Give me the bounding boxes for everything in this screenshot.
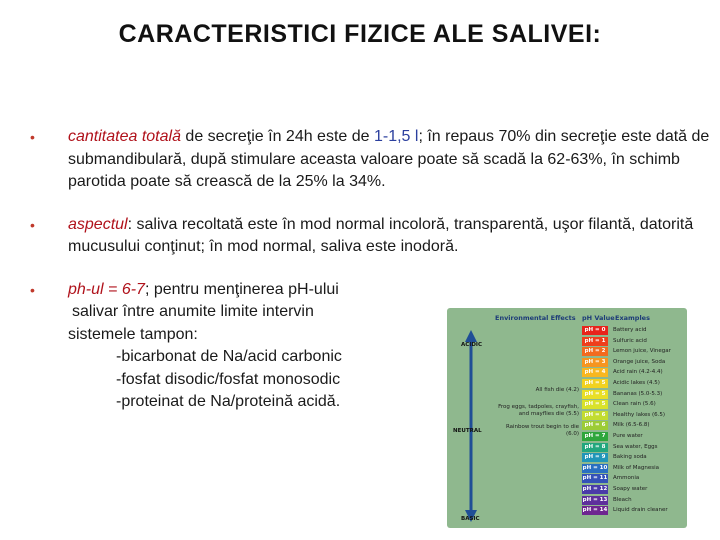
ph-value-cell: pH = 8 [582,443,608,452]
text-ph-1: ; pentru menţinerea pH-ului [144,280,339,298]
ph-example: Liquid drain cleaner [613,507,668,514]
header-effects: Environmental Effects [495,314,576,322]
text-aspectul: : saliva recoltată este în mod normal incoloră, transparentă, uşor filantă, datorită mucusului conţinut; în mod normal, saliva este inodoră. [68,215,694,255]
ph-axis-arrow [463,326,493,526]
effect-frogs: Frog eggs, tadpoles, crayfish, and mayflies die (5.5) [498,404,579,417]
ph-example: Bleach [613,496,632,503]
ph-scale-image [447,308,687,528]
ph-value-cell: pH = 14 [582,507,608,514]
ph-example: Baking soda [613,454,647,461]
value-cantitatea: 1-1,5 l [373,128,419,145]
ph-line-1 [68,279,710,302]
ph-value-cell: pH = 1 [582,337,608,346]
ph-value-cell: pH = 12 [582,486,608,492]
ph-value-cell: pH = 4 [582,368,608,377]
ph-value-cell: pH = 13 [582,496,608,503]
bullet-cantitatea [30,126,710,194]
ph-value-cell: pH = 9 [582,453,608,462]
ph-example: Bananas (5.0-5.3) [613,390,663,397]
header-ph-value: pH Value [582,314,615,322]
effect-fish: All fish die (4.2) [535,387,579,393]
ph-example: Pure water [613,433,643,439]
buffer-fosfat: -fosfat disodic/fosfat monosodic [116,370,341,388]
ph-example: Sulfuric acid [613,337,647,344]
ph-example: Ammonia [613,475,640,482]
ph-value-cell: pH = 5 [582,390,608,399]
bullet-dot: • [30,129,35,145]
ph-example: Lemon juice, Vinegar [613,348,671,355]
ph-example: Orange juice, Soda [613,358,666,365]
ph-value-cell: pH = 7 [582,432,608,441]
ph-line-3: sistemele tampon: [68,325,198,343]
acidic-label: ACIDIC [461,342,482,348]
ph-value-cell: pH = 11 [582,475,608,482]
ph-value-cell: pH = 2 [582,347,608,356]
text-cantitatea-2: ; în repaus 70% din secreţie este dată de submandibulară, după stimulare aceasta valoare poate să scadă la 62-63%, în schimb parotida poate să crească de la 25% la 34%. [68,128,710,190]
ph-value-cell: pH = 6 [582,421,608,430]
ph-value-cell: pH = 5 [582,400,608,409]
buffer-proteinat: -proteinat de Na/proteină acidă. [116,393,341,410]
ph-example: Clean rain (5.6) [613,401,656,408]
buffer-bicarbonat: -bicarbonat de Na/acid carbonic [116,348,342,365]
ph-example: Milk (6.5-6.8) [613,422,650,429]
ph-line-2: salivar între anumite limite intervin [72,303,314,320]
term-ph: ph-ul = 6-7 [68,280,145,298]
ph-value-cell: pH = 10 [582,464,608,471]
slide-title: CARACTERISTICI FIZICE ALE SALIVEI: [118,20,602,48]
ph-value-cell: pH = 3 [582,358,608,367]
ph-example: Acidic lakes (4.5) [613,380,660,386]
term-aspectul: aspectul [68,215,128,233]
ph-value-cell: pH = 0 [582,326,608,335]
ph-value-cell: pH = 6 [582,411,608,420]
ph-example: Milk of Magnesia [613,464,660,471]
bullet-aspectul [30,214,710,259]
ph-example: Sea water, Eggs [613,443,658,450]
ph-example: Soapy water [613,486,648,492]
basic-label: BASIC [461,516,480,522]
ph-example: Healthy lakes (6.5) [613,411,665,418]
term-cantitatea: cantitatea totală [68,128,181,145]
ph-example: Acid rain (4.2-4.4) [613,369,663,376]
neutral-label: NEUTRAL [453,428,482,434]
bullet-dot: • [30,216,35,233]
bullet-dot: • [30,281,35,298]
text-cantitatea-1: de secreţie în 24h este de [180,128,374,145]
ph-value-cell: pH = 5 [582,379,608,388]
header-examples: Examples [615,314,650,322]
effect-trout: Rainbow trout begin to die (6.0) [505,424,579,437]
ph-example: Battery acid [613,327,647,333]
